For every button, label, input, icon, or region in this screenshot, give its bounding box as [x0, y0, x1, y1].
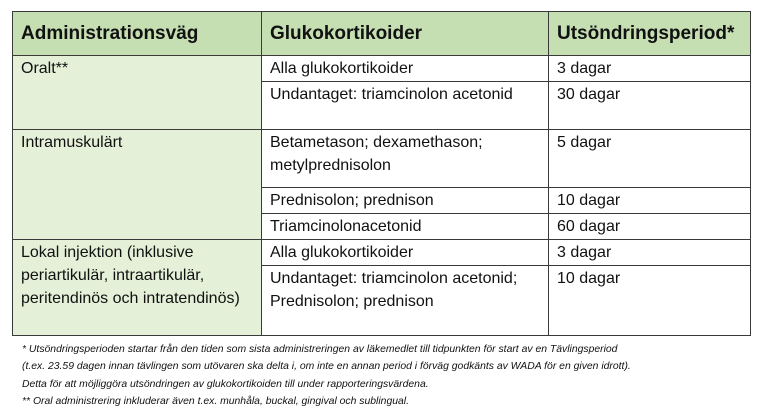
route-cell-oral: Oralt** [13, 56, 262, 130]
drug-cell: Undantaget: triamcinolon acetonid [262, 82, 549, 130]
header-row [13, 12, 751, 56]
period-cell: 10 dagar [549, 266, 751, 336]
drug-cell: Alla glukokortikoider [262, 56, 549, 82]
period-cell: 30 dagar [549, 82, 751, 130]
drug-cell: Alla glukokortikoider [262, 240, 549, 266]
drug-cell: Betametason; dexamethason; metylprednisolon [262, 130, 549, 188]
header-route: Administrationsväg [13, 12, 262, 56]
period-cell: 5 dagar [549, 130, 751, 188]
period-cell: 10 dagar [549, 188, 751, 214]
table-row [13, 56, 751, 82]
header-washout-period: Utsöndringsperiod* [549, 12, 751, 56]
footnote-line: Detta för att möjliggöra utsöndringen av glukokortikoiden till under rapporteringsvärdena. [22, 378, 429, 390]
period-cell: 60 dagar [549, 214, 751, 240]
drug-cell: Undantaget: triamcinolon acetonid; Prednisolon; prednison [262, 266, 549, 336]
glucocorticoid-washout-table [12, 11, 751, 336]
route-cell-intramuscular: Intramuskulärt [13, 130, 262, 240]
table-row [13, 240, 751, 266]
footnote-line: * Utsöndringsperioden startar från den tiden som sista administreringen av läkemedlet till tidpunkten för start av en Tävlingsperiod [22, 344, 618, 355]
table-row [13, 130, 751, 188]
route-cell-local-injection: Lokal injektion (inklusive periartikulär, intraartikulär, peritendinös och intratendinös) [13, 240, 262, 336]
footnotes [22, 341, 752, 410]
drug-cell: Prednisolon; prednison [262, 188, 549, 214]
period-cell: 3 dagar [549, 240, 751, 266]
drug-cell: Triamcinolonacetonid [262, 214, 549, 240]
footnote-line: (t.ex. 23.59 dagen innan tävlingen som utövaren ska delta i, om inte en annan period i förväg godkänts av WADA för en given idrott). [22, 361, 631, 373]
period-cell: 3 dagar [549, 56, 751, 82]
header-glucocorticoids: Glukokortikoider [262, 12, 549, 56]
footnote-line: ** Oral administrering inkluderar även t.ex. munhåla, buckal, gingival och sublingual. [22, 395, 409, 407]
